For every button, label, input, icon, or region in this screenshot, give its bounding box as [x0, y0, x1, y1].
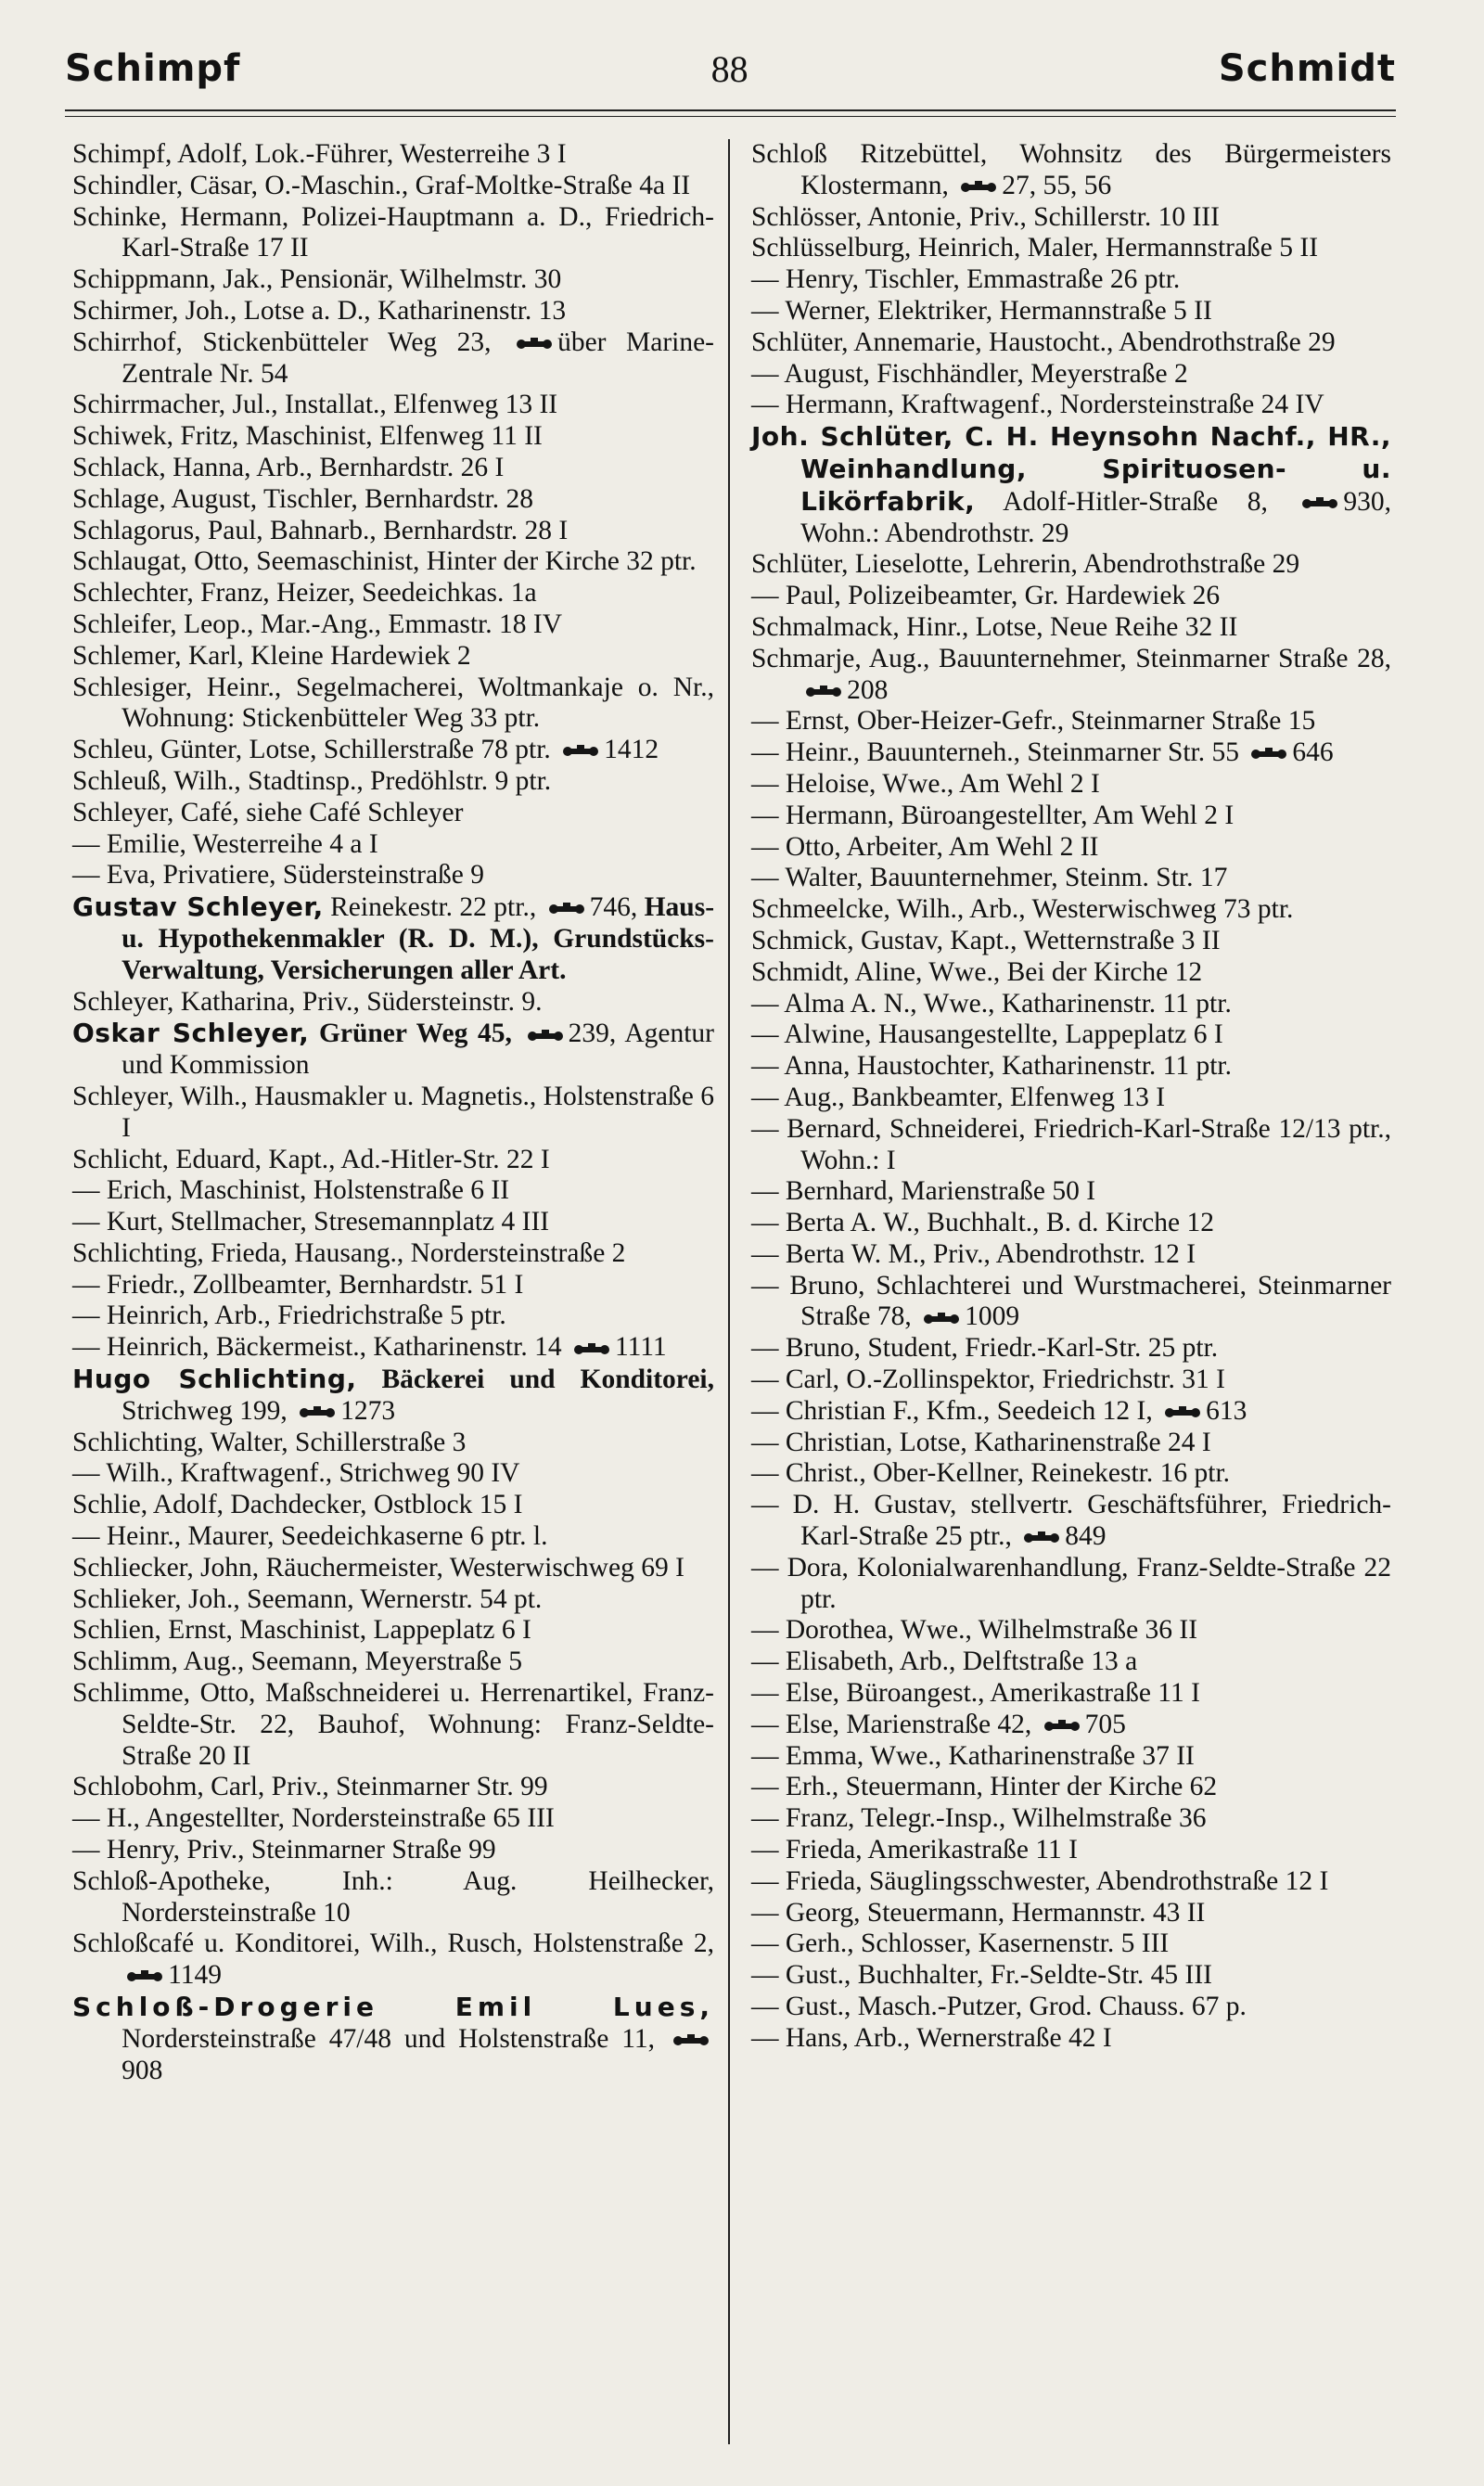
entry-phone-number: 705	[1084, 1709, 1126, 1739]
entry-text: Schlechter, Franz, Heizer, Seedeichkas. 1a	[72, 578, 537, 609]
entry-text: Schleyer, Wilh., Hausmakler u. Magnetis., Holstenstraße 6 I	[72, 1081, 714, 1143]
directory-entry	[751, 264, 1391, 296]
directory-entry	[751, 1114, 1391, 1177]
entry-business-name: Joh. Schlüter, C. H. Heynsohn Nachf., HR., Weinhandlung, Spirituosen- u. Likörfabrik,	[751, 421, 1391, 517]
directory-entry	[72, 798, 714, 829]
entry-text: Schlichting, Frieda, Hausang., Nordersteinstraße 2	[72, 1237, 626, 1268]
page-number: 88	[710, 47, 748, 90]
directory-entry	[72, 1584, 714, 1616]
entry-text: Strichweg 199,	[122, 1395, 288, 1426]
directory-entry	[72, 1238, 714, 1270]
entry-text: Schlemer, Karl, Kleine Hardewiek 2	[72, 640, 471, 671]
telephone-receiver-icon	[517, 337, 552, 352]
directory-entry	[751, 1239, 1391, 1271]
directory-entry	[751, 1835, 1391, 1866]
directory-entry	[72, 860, 714, 891]
header-rule	[65, 109, 1396, 117]
directory-entry	[72, 1835, 714, 1866]
entry-phone-number: 930, Wohn.: Abendrothstr. 29	[800, 486, 1392, 548]
entry-text: — Erh., Steuermann, Hinter der Kirche 62	[751, 1772, 1218, 1802]
entry-text: — Heinr., Maurer, Seedeichkaserne 6 ptr. l.	[72, 1521, 548, 1552]
directory-entry	[751, 612, 1391, 644]
directory-entry	[751, 1365, 1391, 1396]
entry-text: Schindler, Cäsar, O.-Maschin., Graf-Moltke-Straße 4a II	[72, 170, 691, 200]
entry-text: Schlie, Adolf, Dachdecker, Ostblock 15 I	[72, 1490, 523, 1520]
telephone-receiver-icon	[1044, 1719, 1080, 1734]
entry-text: — Werner, Elektriker, Hermannstraße 5 II	[751, 295, 1212, 326]
entry-text: Schlagorus, Paul, Bahnarb., Bernhardstr. 28 I	[72, 515, 569, 545]
directory-entry	[751, 1772, 1391, 1803]
directory-entry	[751, 1710, 1391, 1741]
entry-text: Reinekestr. 22 ptr.,	[330, 892, 537, 923]
entry-phone-number: über Marine-Zentrale Nr. 54	[122, 327, 715, 389]
entry-text: Schlimm, Aug., Seemann, Meyerstraße 5	[72, 1647, 523, 1677]
entry-text: — Henry, Priv., Steinmarner Straße 99	[72, 1835, 496, 1865]
entry-bold-text: Grüner Weg 45,	[318, 1019, 512, 1049]
entry-text: Adolf-Hitler-Straße 8,	[1003, 486, 1268, 517]
directory-entry	[72, 1521, 714, 1553]
directory-entry	[72, 1332, 714, 1364]
entry-text: — Gust., Masch.-Putzer, Grod. Chauss. 67 p.	[751, 1992, 1247, 2022]
directory-entry	[72, 516, 714, 547]
telephone-receiver-icon	[528, 1029, 563, 1044]
telephone-receiver-icon	[1302, 496, 1337, 511]
advertisement-entry	[751, 421, 1391, 549]
directory-entry	[751, 989, 1391, 1020]
directory-entry	[72, 987, 714, 1019]
entry-phone-number: 208	[847, 674, 889, 705]
entry-text: Schmeelcke, Wilh., Arb., Westerwischweg 73 ptr.	[751, 894, 1294, 925]
entry-text: — Gust., Buchhalter, Fr.-Seldte-Str. 45 III	[751, 1960, 1212, 1991]
telephone-receiver-icon	[549, 902, 584, 916]
entry-phone-number: 1412	[604, 735, 659, 765]
directory-entry	[751, 1647, 1391, 1678]
entry-text: — Christian F., Kfm., Seedeich 12 I,	[751, 1395, 1153, 1426]
directory-entry	[72, 171, 714, 202]
entry-text: — Walter, Bauunternehmer, Steinm. Str. 17	[751, 863, 1228, 893]
directory-entry	[72, 421, 714, 453]
directory-entry	[751, 1051, 1391, 1083]
entry-text: Schirmer, Joh., Lotse a. D., Katharinenstr. 13	[72, 295, 567, 326]
entry-text: — Ernst, Ober-Heizer-Gefr., Steinmarner Straße 15	[751, 706, 1316, 737]
directory-entry	[751, 1960, 1391, 1992]
directory-entry	[72, 1145, 714, 1176]
entry-business-name: Gustav Schleyer,	[72, 891, 324, 923]
directory-entry	[72, 1678, 714, 1772]
entry-text: Schlieker, Joh., Seemann, Wernerstr. 54 pt.	[72, 1583, 543, 1614]
telephone-receiver-icon	[673, 2033, 709, 2048]
directory-entry	[72, 1207, 714, 1238]
entry-phone-number: 1111	[614, 1332, 667, 1363]
entry-phone-number: 613	[1206, 1395, 1247, 1426]
entry-text: — Heinr., Bauunterneh., Steinmarner Str. 55	[751, 737, 1239, 768]
entry-text: — Gerh., Schlosser, Kasernenstr. 5 III	[751, 1929, 1170, 1959]
header-last-name: Schmidt	[1218, 47, 1396, 90]
entry-text: — Hermann, Büroangestellter, Am Wehl 2 I	[751, 800, 1235, 830]
directory-entry	[751, 139, 1391, 202]
entry-text: Schlack, Hanna, Arb., Bernhardstr. 26 I	[72, 452, 505, 482]
entry-text: Schlüter, Annemarie, Haustocht., Abendrothstraße 29	[751, 327, 1336, 357]
entry-text: — Henry, Tischler, Emmastraße 26 ptr.	[751, 264, 1181, 295]
entry-text: Schliecker, John, Räuchermeister, Westerwischweg 69 I	[72, 1552, 684, 1583]
telephone-receiver-icon	[1165, 1405, 1200, 1420]
directory-entry	[751, 644, 1391, 707]
directory-entry	[751, 1019, 1391, 1051]
entry-text: — Wilh., Kraftwagenf., Strichweg 90 IV	[72, 1458, 520, 1489]
advertisement-entry	[72, 1364, 714, 1428]
directory-entry	[751, 1396, 1391, 1428]
header-first-name: Schimpf	[65, 47, 241, 90]
entry-text: Schloßcafé u. Konditorei, Wilh., Rusch, Holstenstraße 2,	[72, 1929, 714, 1959]
directory-entry	[72, 202, 714, 265]
entry-text: — Erich, Maschinist, Holstenstraße 6 II	[72, 1175, 510, 1206]
entry-text: Schinke, Hermann, Polizei-Hauptmann a. D., Friedrich-Karl-Straße 17 II	[72, 201, 714, 263]
directory-entry	[751, 233, 1391, 264]
entry-phone-number: 1009	[965, 1301, 1020, 1332]
directory-entry	[751, 1428, 1391, 1459]
directory-entry	[72, 1866, 714, 1929]
directory-entry	[751, 1176, 1391, 1208]
entry-phone-number: 908	[122, 2055, 163, 2085]
entry-text: Schlien, Ernst, Maschinist, Lappeplatz 6 I	[72, 1615, 531, 1646]
directory-entry	[751, 926, 1391, 957]
directory-entry	[751, 769, 1391, 801]
entry-text: Nordersteinstraße 47/48 und Holstenstraße 11,	[122, 2023, 656, 2054]
entry-text: — Frieda, Amerikastraße 11 I	[751, 1835, 1078, 1865]
entry-text: Schmick, Gustav, Kapt., Wetternstraße 3 II	[751, 925, 1221, 955]
directory-entry	[751, 1741, 1391, 1773]
telephone-receiver-icon	[127, 1969, 162, 1984]
entry-text: — Dorothea, Wwe., Wilhelmstraße 36 II	[751, 1615, 1198, 1646]
entry-text: — Otto, Arbeiter, Am Wehl 2 II	[751, 831, 1099, 862]
entry-bold-text: Haus- u. Hypothekenmakler (R. D. M.), Grundstücks-Verwaltung, Versicherungen aller Art.	[122, 892, 715, 985]
entry-text: Schleifer, Leop., Mar.-Ang., Emmastr. 18 IV	[72, 609, 563, 639]
entry-text: — Bruno, Schlachterei und Wurstmacherei, Steinmarner Straße 78,	[751, 1270, 1391, 1332]
entry-text: Schippmann, Jak., Pensionär, Wilhelmstr. 30	[72, 264, 562, 295]
telephone-receiver-icon	[1251, 747, 1286, 762]
column-divider	[728, 139, 730, 2444]
entry-text: Schiwek, Fritz, Maschinist, Elfenweg 11 II	[72, 421, 543, 452]
entry-text: — Elisabeth, Arb., Delftstraße 13 a	[751, 1647, 1138, 1677]
directory-entry	[72, 1082, 714, 1145]
entry-business-name: Schloß-Drogerie Emil Lues,	[72, 1992, 714, 2023]
entry-text: — H., Angestellter, Nordersteinstraße 65 III	[72, 1803, 555, 1834]
directory-entry	[72, 484, 714, 516]
entry-text: Schlicht, Eduard, Kapt., Ad.-Hitler-Str. 22 I	[72, 1144, 550, 1174]
entry-text: Schmarje, Aug., Bauunternehmer, Steinmarner Straße 28,	[751, 643, 1391, 673]
directory-entry	[751, 1898, 1391, 1929]
directory-entry	[751, 202, 1391, 234]
entry-phone-number: 746,	[589, 892, 638, 923]
directory-entry	[72, 735, 714, 766]
entry-text: — Bruno, Student, Friedr.-Karl-Str. 25 ptr.	[751, 1333, 1219, 1364]
entry-text: — Hans, Arb., Wernerstraße 42 I	[751, 2022, 1112, 2053]
directory-entry	[72, 139, 714, 171]
entry-phone-number: 27, 55, 56	[1002, 170, 1112, 200]
entry-text: — Berta A. W., Buchhalt., B. d. Kirche 12	[751, 1208, 1214, 1238]
entry-text: — Paul, Polizeibeamter, Gr. Hardewiek 26	[751, 581, 1221, 611]
entry-text: — Else, Büroangest., Amerikastraße 11 I	[751, 1678, 1200, 1709]
entry-text: — Heinrich, Arb., Friedrichstraße 5 ptr.	[72, 1301, 506, 1331]
entry-text: — Eva, Privatiere, Südersteinstraße 9	[72, 860, 485, 891]
directory-entry	[751, 1208, 1391, 1239]
directory-entry	[751, 2023, 1391, 2055]
directory-entry	[751, 390, 1391, 421]
entry-text: Schmalmack, Hinr., Lotse, Neue Reihe 32 II	[751, 611, 1238, 642]
directory-entry	[751, 1866, 1391, 1898]
entry-text: Schleyer, Katharina, Priv., Südersteinstr. 9.	[72, 986, 543, 1017]
directory-entry	[72, 673, 714, 736]
directory-entry	[751, 1271, 1391, 1334]
directory-entry	[72, 1175, 714, 1207]
entry-text: Schloß-Apotheke, Inh.: Aug. Heilhecker, Nordersteinstraße 10	[72, 1865, 714, 1928]
entry-business-name: Hugo Schlichting,	[72, 1364, 357, 1395]
entry-text: — Georg, Steuermann, Hermannstr. 43 II	[751, 1897, 1206, 1928]
directory-entry	[72, 1929, 714, 1992]
entry-text: — Frieda, Säuglingsschwester, Abendrothstraße 12 I	[751, 1865, 1329, 1896]
directory-entry	[751, 737, 1391, 769]
directory-entry	[751, 359, 1391, 391]
directory-entry	[751, 1678, 1391, 1710]
entry-text: — Anna, Haustochter, Katharinenstr. 11 ptr.	[751, 1051, 1232, 1082]
directory-entry	[72, 766, 714, 798]
entry-text: — Bernhard, Marienstraße 50 I	[751, 1176, 1096, 1207]
directory-entry	[72, 609, 714, 641]
directory-entry	[72, 641, 714, 673]
entry-text: — Bernard, Schneiderei, Friedrich-Karl-Straße 12/13 ptr., Wohn.: I	[751, 1113, 1391, 1175]
entry-text: — Heloise, Wwe., Am Wehl 2 I	[751, 768, 1100, 799]
entry-text: — Alwine, Hausangestellte, Lappeplatz 6 I	[751, 1019, 1223, 1050]
telephone-receiver-icon	[924, 1312, 959, 1326]
entry-text: Schlage, August, Tischler, Bernhardstr. 28	[72, 483, 534, 514]
entry-text: — Franz, Telegr.-Insp., Wilhelmstraße 36	[751, 1803, 1207, 1834]
directory-entry	[751, 327, 1391, 359]
directory-entry	[72, 264, 714, 296]
entry-text: — Carl, O.-Zollinspektor, Friedrichstr. 31 I	[751, 1365, 1225, 1395]
directory-entry	[72, 327, 714, 391]
directory-entry	[751, 863, 1391, 894]
directory-entry	[751, 1333, 1391, 1365]
entry-text: — Christian, Lotse, Katharinenstraße 24 I	[751, 1427, 1211, 1457]
entry-phone-number: 849	[1065, 1521, 1107, 1552]
entry-text: — Hermann, Kraftwagenf., Nordersteinstraße 24 IV	[751, 390, 1324, 420]
directory-entry	[72, 1647, 714, 1678]
entry-text: Schmidt, Aline, Wwe., Bei der Kirche 12	[751, 956, 1203, 987]
entry-text: Schlesiger, Heinr., Segelmacherei, Woltmankaje o. Nr., Wohnung: Stickenbütteler Weg 33 ptr.	[72, 672, 714, 734]
directory-entry	[72, 1803, 714, 1835]
directory-entry	[72, 1772, 714, 1803]
telephone-receiver-icon	[300, 1405, 335, 1420]
entry-text: — D. H. Gustav, stellvertr. Geschäftsführer, Friedrich-Karl-Straße 25 ptr.,	[751, 1490, 1391, 1552]
directory-entry	[751, 801, 1391, 832]
directory-entry	[751, 296, 1391, 327]
directory-entry	[751, 894, 1391, 926]
telephone-receiver-icon	[961, 180, 996, 195]
advertisement-entry	[72, 891, 714, 986]
entry-text: Schlaugat, Otto, Seemaschinist, Hinter der Kirche 32 ptr.	[72, 546, 697, 577]
directory-entry	[72, 1615, 714, 1647]
directory-entry	[751, 1083, 1391, 1114]
directory-entry	[72, 1428, 714, 1459]
directory-entry	[72, 1270, 714, 1301]
running-head	[65, 41, 1396, 96]
entry-phone-number: 1149	[168, 1960, 222, 1991]
entry-text: — Friedr., Zollbeamter, Bernhardstr. 51 I	[72, 1269, 524, 1300]
directory-entry	[751, 581, 1391, 612]
entry-text: — Heinrich, Bäckermeist., Katharinenstr. 14	[72, 1332, 562, 1363]
entry-text: — Emilie, Westerreihe 4 a I	[72, 828, 378, 859]
telephone-receiver-icon	[1024, 1531, 1059, 1545]
entry-text: — Berta W. M., Priv., Abendrothstr. 12 I	[751, 1238, 1196, 1269]
entry-text: Schlichting, Walter, Schillerstraße 3	[72, 1427, 467, 1457]
entry-text: — August, Fischhändler, Meyerstraße 2	[751, 358, 1188, 389]
entry-text: Schlösser, Antonie, Priv., Schillerstr. 10 III	[751, 201, 1220, 232]
advertisement-entry	[72, 1018, 714, 1082]
advertisement-entry	[72, 1992, 714, 2086]
left-column	[72, 139, 714, 2086]
directory-entry	[72, 578, 714, 609]
directory-entry	[751, 549, 1391, 581]
directory-entry	[72, 1458, 714, 1490]
entry-text: Schloß Ritzebüttel, Wohnsitz des Bürgermeisters Klostermann,	[751, 139, 1391, 200]
directory-entry	[751, 1929, 1391, 1960]
entry-text: Schleu, Günter, Lotse, Schillerstraße 78 ptr.	[72, 735, 551, 765]
entry-text: Schlimme, Otto, Maßschneiderei u. Herrenartikel, Franz-Seldte-Str. 22, Bauhof, Wohnung: Franz-Seldte-Straße 20 II	[72, 1678, 714, 1771]
telephone-receiver-icon	[563, 744, 598, 759]
entry-text: Schlobohm, Carl, Priv., Steinmarner Str. 99	[72, 1772, 548, 1802]
directory-entry	[72, 546, 714, 578]
entry-text: Schirrhof, Stickenbütteler Weg 23,	[72, 327, 492, 357]
directory-entry	[72, 453, 714, 484]
directory-entry	[751, 1490, 1391, 1553]
entry-phone-number: 239, Agentur und Kommission	[122, 1019, 714, 1081]
directory-entry	[751, 957, 1391, 989]
directory-entry	[72, 829, 714, 861]
directory-entry	[72, 296, 714, 327]
entry-text: — Christ., Ober-Kellner, Reinekestr. 16 ptr.	[751, 1458, 1231, 1489]
entry-text: Schlüsselburg, Heinrich, Maler, Hermannstraße 5 II	[751, 233, 1319, 263]
directory-entry	[751, 1615, 1391, 1647]
entry-text: — Alma A. N., Wwe., Katharinenstr. 11 ptr.	[751, 988, 1232, 1019]
entry-text: — Aug., Bankbeamter, Elfenweg 13 I	[751, 1082, 1166, 1112]
entry-text: — Emma, Wwe., Katharinenstraße 37 II	[751, 1740, 1195, 1771]
directory-entry	[751, 1553, 1391, 1616]
directory-entry	[72, 1490, 714, 1521]
directory-entry	[751, 832, 1391, 864]
directory-entry	[751, 1803, 1391, 1835]
entry-phone-number: 1273	[340, 1395, 396, 1426]
entry-text: — Else, Marienstraße 42,	[751, 1709, 1032, 1739]
entry-text: Schirrmacher, Jul., Installat., Elfenweg 13 II	[72, 390, 558, 420]
directory-entry	[751, 706, 1391, 737]
telephone-receiver-icon	[574, 1342, 609, 1357]
entry-text: Schlüter, Lieselotte, Lehrerin, Abendrothstraße 29	[751, 549, 1300, 580]
right-column	[751, 139, 1391, 2055]
entry-text: Schleuß, Wilh., Stadtinsp., Predöhlstr. 9 ptr.	[72, 765, 552, 796]
telephone-receiver-icon	[806, 685, 841, 699]
directory-entry	[72, 390, 714, 421]
directory-entry	[751, 1458, 1391, 1490]
entry-text: Schimpf, Adolf, Lok.-Führer, Westerreihe 3 I	[72, 139, 567, 169]
entry-bold-text: Bäckerei und Konditorei,	[381, 1365, 715, 1395]
entry-text: — Kurt, Stellmacher, Stresemannplatz 4 III	[72, 1207, 550, 1237]
entry-text: Schleyer, Café, siehe Café Schleyer	[72, 797, 464, 827]
entry-text: — Dora, Kolonialwarenhandlung, Franz-Seldte-Straße 22 ptr.	[751, 1552, 1391, 1614]
directory-entry	[72, 1301, 714, 1332]
directory-entry	[751, 1992, 1391, 2023]
directory-entry	[72, 1553, 714, 1584]
entry-phone-number: 646	[1292, 737, 1334, 768]
entry-business-name: Oskar Schleyer,	[72, 1018, 310, 1049]
